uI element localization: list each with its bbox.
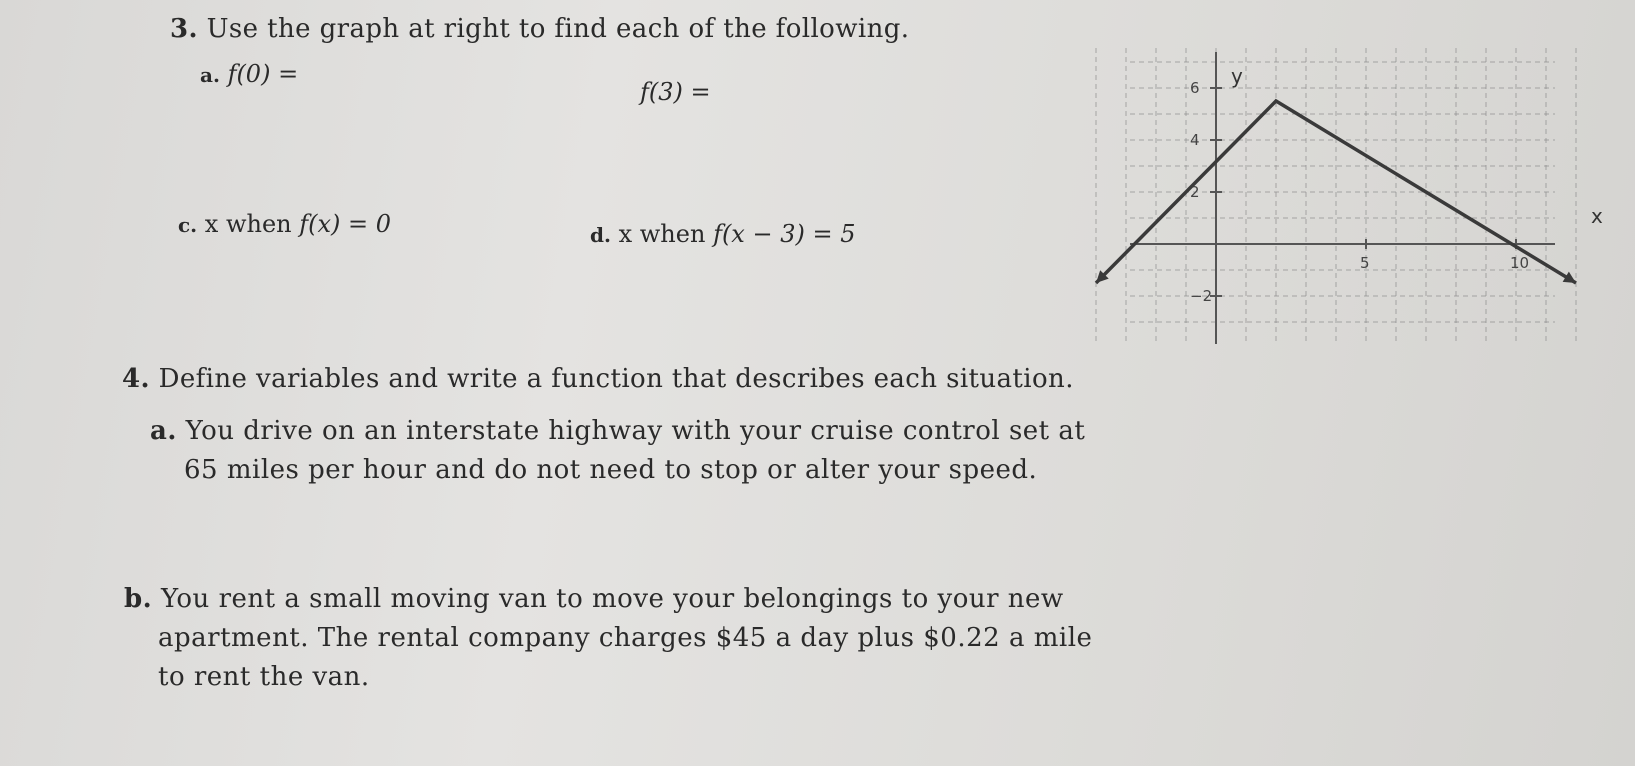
question-4a-label: a. xyxy=(150,416,177,446)
y-tick-label: 6 xyxy=(1190,79,1200,97)
question-3a xyxy=(200,60,298,88)
question-4b xyxy=(124,580,1092,697)
question-3a-label: a. xyxy=(200,63,220,87)
question-4b-line-1 xyxy=(124,580,1092,619)
question-3c-expression: f(x) = 0 xyxy=(299,210,392,238)
question-4b-line-3 xyxy=(124,658,1092,697)
question-3d-expression: f(x − 3) = 5 xyxy=(713,220,856,248)
question-3c-label: c. xyxy=(178,213,198,237)
x-axis-label: x xyxy=(1591,204,1603,229)
question-4b-text-1: You rent a small moving van to move your belongings to your new xyxy=(161,584,1064,614)
question-4a-text-2: 65 miles per hour and do not need to stop or alter your speed. xyxy=(184,455,1038,485)
question-3b-expression: f(3) = xyxy=(640,78,711,106)
question-3d xyxy=(590,220,855,248)
question-4-prompt: Define variables and write a function that describes each situation. xyxy=(158,364,1074,394)
y-tick-label: 4 xyxy=(1190,131,1200,149)
question-3c xyxy=(178,210,391,238)
question-4-header xyxy=(122,364,1074,394)
function-graph xyxy=(1130,48,1603,348)
question-3c-text: x when xyxy=(204,210,292,238)
question-4b-text-2: apartment. The rental company charges $45 a day plus $0.22 a mile xyxy=(158,623,1093,653)
question-4b-label: b. xyxy=(124,584,153,614)
question-3-number: 3. xyxy=(170,14,198,44)
question-4a xyxy=(150,412,1085,490)
y-axis-label: y xyxy=(1231,63,1243,88)
question-4a-line-1 xyxy=(150,412,1085,451)
grid xyxy=(1096,48,1576,344)
question-4a-text-1: You drive on an interstate highway with your cruise control set at xyxy=(185,416,1086,446)
question-3d-text: x when xyxy=(618,220,706,248)
question-3a-expression: f(0) = xyxy=(227,60,299,88)
question-4b-text-3: to rent the van. xyxy=(158,662,370,692)
x-tick-label: 10 xyxy=(1510,254,1530,272)
question-3d-label: d. xyxy=(590,223,611,247)
question-3-prompt: Use the graph at right to find each of the following. xyxy=(206,14,910,44)
question-3b xyxy=(640,78,711,106)
x-tick-label: 5 xyxy=(1360,254,1370,272)
question-3-header xyxy=(170,14,909,44)
question-4-number: 4. xyxy=(122,364,150,394)
y-tick-label: −2 xyxy=(1190,287,1213,305)
y-tick-label: 2 xyxy=(1190,183,1200,201)
question-4b-line-2 xyxy=(124,619,1092,658)
question-4a-line-2 xyxy=(150,451,1085,490)
